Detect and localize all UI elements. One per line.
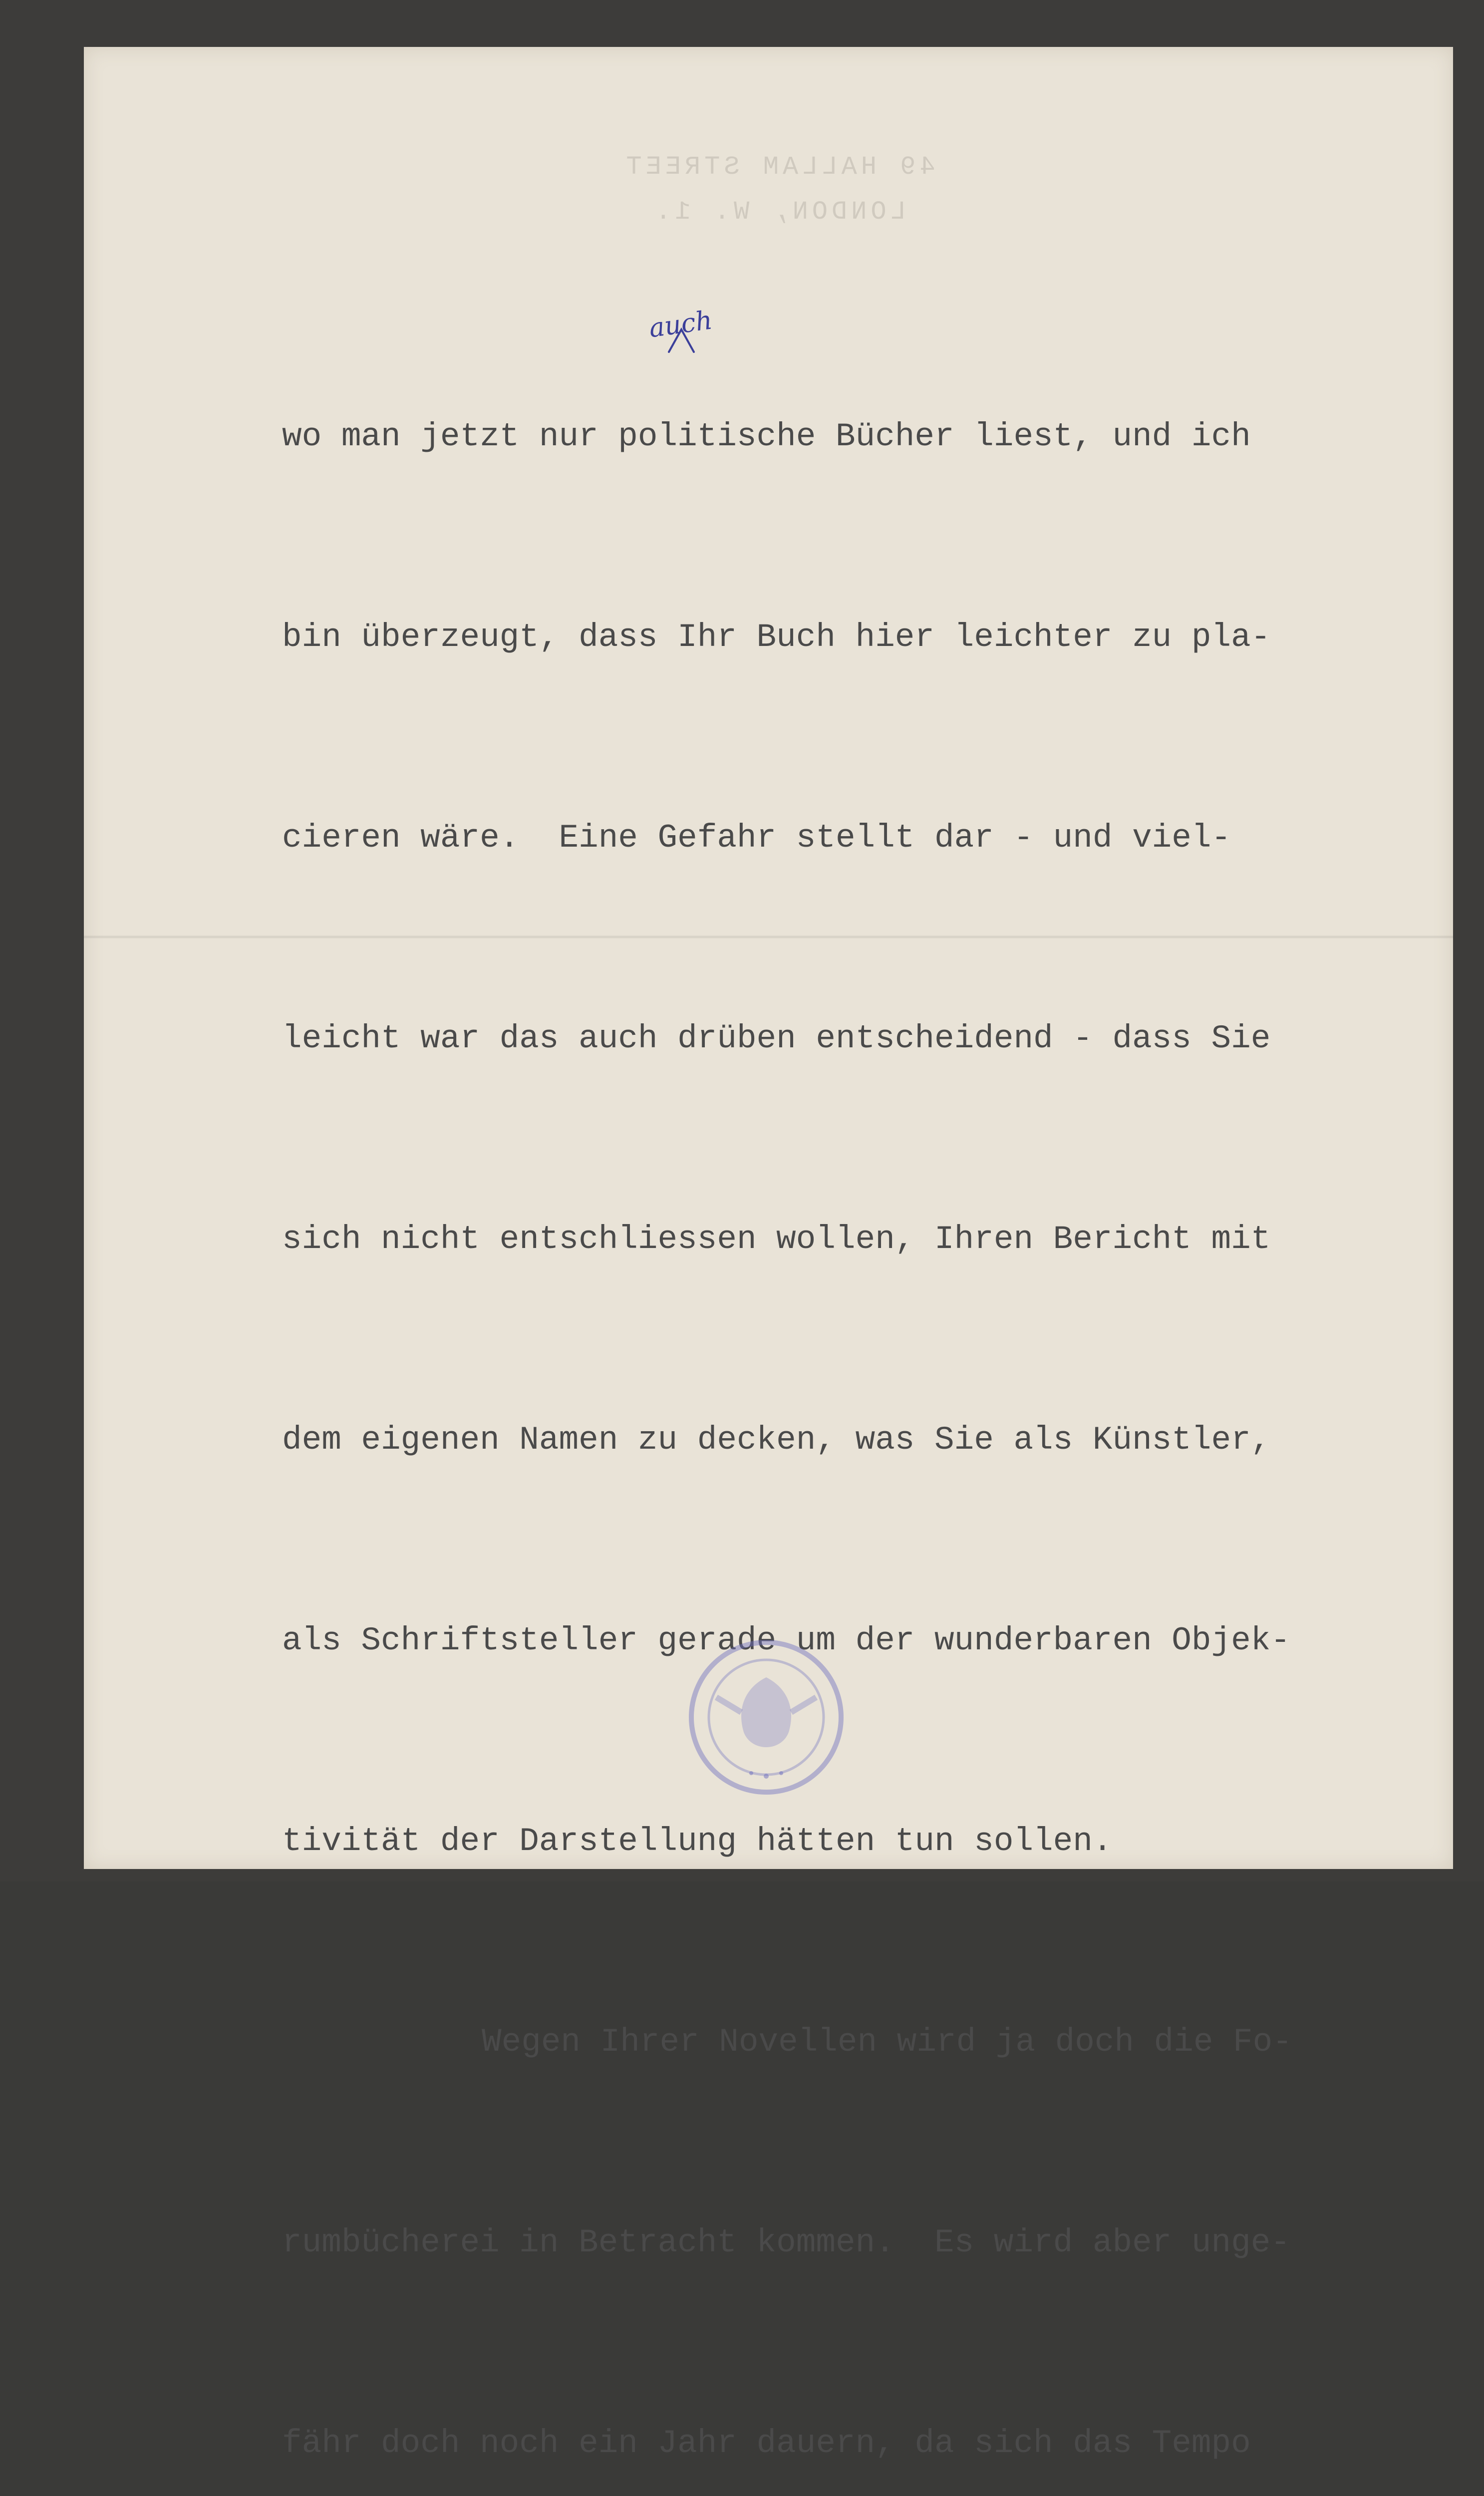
text-line: cieren wäre. Eine Gefahr stellt dar - und viel- xyxy=(282,819,1231,857)
insertion-caret-icon xyxy=(664,324,704,354)
letter-body xyxy=(282,270,1380,2496)
letterhead-bleed-through xyxy=(564,145,993,235)
text-line: sich nicht entschliessen wollen, Ihren Bericht mit xyxy=(282,1221,1271,1258)
handwritten-insertion: auch xyxy=(647,305,714,344)
text-line: rumbücherei in Betracht kommen. Es wird aber unge- xyxy=(282,2224,1290,2261)
text-line: wo man jetzt nur politische Bücher liest, und ich xyxy=(282,418,1251,455)
text-line: fähr doch noch ein Jahr dauern, da sich das Tempo xyxy=(282,2425,1251,2462)
text-line-paragraph-start: Wegen Ihrer Novellen wird ja doch die Fo- xyxy=(482,2023,1292,2061)
text-line: als Schriftsteller gerade um der wunderbaren Objek- xyxy=(282,1622,1290,1659)
text-line: dem eigenen Namen zu decken, was Sie als Künstler, xyxy=(282,1421,1271,1459)
letterhead-line: 49 HALLAM STREET xyxy=(622,152,935,182)
letterhead-line: LONDON, W. 1. xyxy=(651,197,906,227)
library-stamp-icon xyxy=(686,1637,846,1797)
text-line: bin überzeugt, dass Ihr Buch hier leichter zu pla- xyxy=(282,619,1271,656)
text-line: leicht war das auch drüben entscheidend - dass Sie xyxy=(282,1020,1271,1057)
text-line: tivität der Darstellung hätten tun sollen. xyxy=(282,1823,1113,1860)
